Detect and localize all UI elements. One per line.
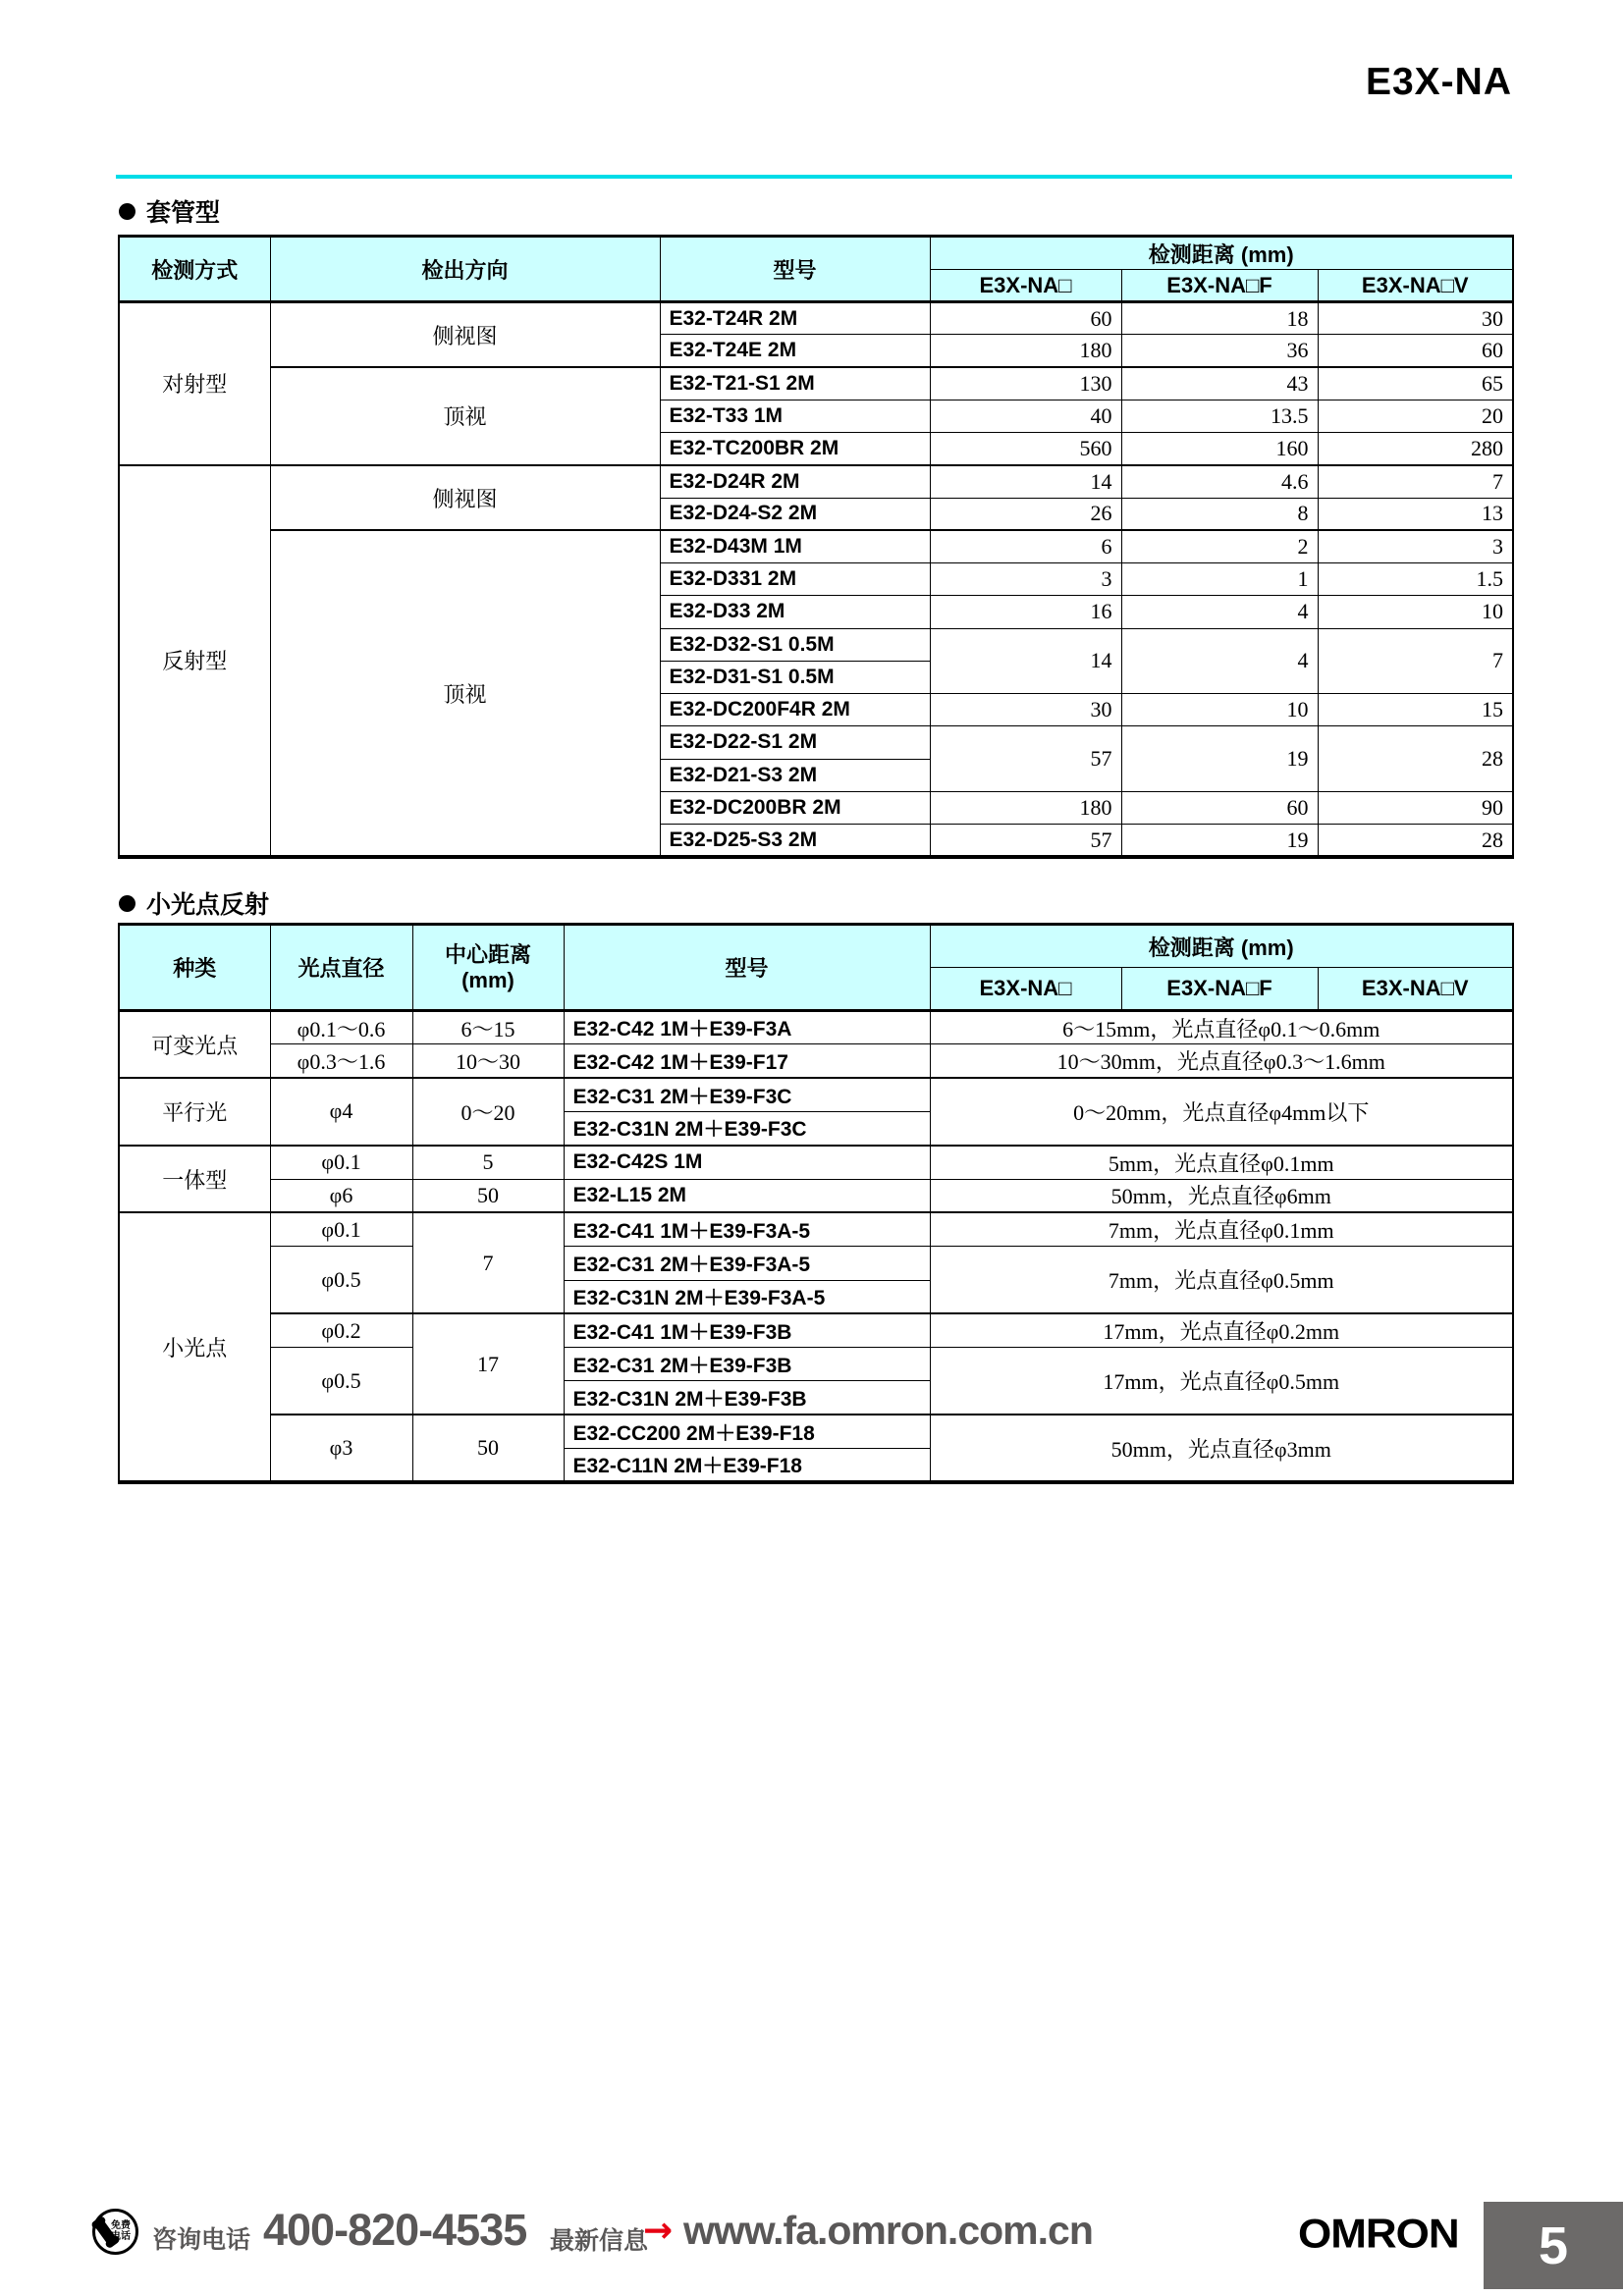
spot-diameter-cell: φ0.5 bbox=[270, 1348, 412, 1415]
kind-group-cell: 小光点 bbox=[119, 1212, 270, 1482]
direction-cell: 顶视 bbox=[270, 367, 660, 465]
table-row bbox=[119, 1146, 1513, 1179]
model-cell: E32-D31-S1 0.5M bbox=[660, 661, 930, 693]
model-cell: E32-C42S 1M bbox=[564, 1146, 930, 1179]
col-header-na: E3X-NA□ bbox=[930, 968, 1121, 1011]
distance-desc-cell: 10～30mm，光点直径φ0.3～1.6mm bbox=[930, 1044, 1513, 1078]
col-header-model: 型号 bbox=[660, 237, 930, 302]
model-cell: E32-C31N 2M＋E39-F3C bbox=[564, 1111, 930, 1145]
col-header-naf: E3X-NA□F bbox=[1121, 968, 1318, 1011]
distance-desc-cell: 7mm，光点直径φ0.1mm bbox=[930, 1212, 1513, 1246]
kind-group-cell: 平行光 bbox=[119, 1078, 270, 1146]
distance-naf-cell: 43 bbox=[1121, 367, 1318, 400]
col-header-kind: 种类 bbox=[119, 925, 270, 1011]
center-distance-cell: 0～20 bbox=[412, 1078, 564, 1146]
spot-diameter-cell: φ0.1 bbox=[270, 1146, 412, 1179]
page-number-box bbox=[1484, 2202, 1623, 2289]
spot-diameter-cell: φ4 bbox=[270, 1078, 412, 1146]
section-heading-sleeve bbox=[119, 193, 220, 229]
model-cell: E32-D22-S1 2M bbox=[660, 726, 930, 759]
distance-naf-cell: 2 bbox=[1121, 530, 1318, 562]
spot-diameter-cell: φ6 bbox=[270, 1179, 412, 1212]
distance-naf-cell: 60 bbox=[1121, 791, 1318, 824]
table-row bbox=[119, 302, 1513, 335]
center-distance-cell: 50 bbox=[412, 1179, 564, 1212]
distance-na-cell: 6 bbox=[930, 530, 1121, 562]
distance-nav-cell: 1.5 bbox=[1318, 563, 1513, 596]
page-title: E3X-NA bbox=[1365, 61, 1512, 103]
model-cell: E32-D24R 2M bbox=[660, 465, 930, 498]
bullet-icon bbox=[119, 895, 135, 912]
table-row bbox=[119, 1415, 1513, 1448]
col-header-model: 型号 bbox=[564, 925, 930, 1011]
arrow-right-icon: → bbox=[643, 2211, 674, 2251]
model-cell: E32-D25-S3 2M bbox=[660, 825, 930, 858]
distance-nav-cell: 30 bbox=[1318, 302, 1513, 335]
distance-na-cell: 560 bbox=[930, 433, 1121, 465]
table-row bbox=[119, 1011, 1513, 1044]
col-header-distance: 检测距离 (mm) bbox=[930, 925, 1513, 968]
distance-nav-cell: 10 bbox=[1318, 596, 1513, 628]
distance-nav-cell: 60 bbox=[1318, 335, 1513, 367]
spot-diameter-cell: φ0.5 bbox=[270, 1247, 412, 1314]
col-header-direction: 检出方向 bbox=[270, 237, 660, 302]
distance-naf-cell: 18 bbox=[1121, 302, 1318, 335]
section-heading-smallspot bbox=[119, 885, 269, 921]
model-cell: E32-TC200BR 2M bbox=[660, 433, 930, 465]
table-row bbox=[119, 367, 1513, 400]
col-header-center-distance bbox=[412, 925, 564, 1011]
distance-na-cell: 57 bbox=[930, 825, 1121, 858]
method-group-cell: 反射型 bbox=[119, 465, 270, 857]
distance-na-cell: 3 bbox=[930, 563, 1121, 596]
model-cell: E32-C41 1M＋E39-F3B bbox=[564, 1313, 930, 1347]
distance-na-cell: 40 bbox=[930, 400, 1121, 432]
direction-cell: 侧视图 bbox=[270, 302, 660, 368]
table-row bbox=[119, 465, 1513, 498]
distance-naf-cell: 4 bbox=[1121, 628, 1318, 694]
website-url: www.fa.omron.com.cn bbox=[683, 2208, 1093, 2253]
distance-nav-cell: 3 bbox=[1318, 530, 1513, 562]
distance-desc-cell: 50mm，光点直径φ3mm bbox=[930, 1415, 1513, 1482]
phone-label: 咨询电话 bbox=[152, 2226, 251, 2254]
model-cell: E32-T21-S1 2M bbox=[660, 367, 930, 400]
distance-na-cell: 14 bbox=[930, 465, 1121, 498]
distance-na-cell: 26 bbox=[930, 498, 1121, 530]
distance-nav-cell: 28 bbox=[1318, 726, 1513, 792]
table-row bbox=[119, 1078, 1513, 1111]
table-row bbox=[119, 1212, 1513, 1246]
distance-naf-cell: 1 bbox=[1121, 563, 1318, 596]
distance-nav-cell: 13 bbox=[1318, 498, 1513, 530]
center-distance-cell: 7 bbox=[412, 1212, 564, 1313]
center-distance-cell: 5 bbox=[412, 1146, 564, 1179]
distance-naf-cell: 13.5 bbox=[1121, 400, 1318, 432]
model-cell: E32-C41 1M＋E39-F3A-5 bbox=[564, 1212, 930, 1246]
model-cell: E32-CC200 2M＋E39-F18 bbox=[564, 1415, 930, 1448]
model-cell: E32-T33 1M bbox=[660, 400, 930, 432]
distance-nav-cell: 65 bbox=[1318, 367, 1513, 400]
model-cell: E32-C31 2M＋E39-F3C bbox=[564, 1078, 930, 1111]
distance-naf-cell: 10 bbox=[1121, 694, 1318, 726]
col-header-method: 检测方式 bbox=[119, 237, 270, 302]
distance-na-cell: 180 bbox=[930, 335, 1121, 367]
table-row bbox=[119, 1044, 1513, 1078]
distance-naf-cell: 4.6 bbox=[1121, 465, 1318, 498]
distance-naf-cell: 8 bbox=[1121, 498, 1318, 530]
distance-naf-cell: 36 bbox=[1121, 335, 1318, 367]
direction-cell: 顶视 bbox=[270, 530, 660, 857]
distance-desc-cell: 7mm，光点直径φ0.5mm bbox=[930, 1247, 1513, 1314]
distance-nav-cell: 7 bbox=[1318, 628, 1513, 694]
model-cell: E32-C31 2M＋E39-F3A-5 bbox=[564, 1247, 930, 1280]
center-distance-cell: 10～30 bbox=[412, 1044, 564, 1078]
distance-desc-cell: 50mm，光点直径φ6mm bbox=[930, 1179, 1513, 1212]
model-cell: E32-C42 1M＋E39-F17 bbox=[564, 1044, 930, 1078]
section-heading-label: 小光点反射 bbox=[146, 891, 270, 919]
distance-na-cell: 57 bbox=[930, 726, 1121, 792]
sleeve-type-table bbox=[118, 235, 1514, 859]
distance-naf-cell: 4 bbox=[1121, 596, 1318, 628]
method-group-cell: 对射型 bbox=[119, 302, 270, 465]
model-cell: E32-D43M 1M bbox=[660, 530, 930, 562]
spot-diameter-cell: φ3 bbox=[270, 1415, 412, 1482]
distance-na-cell: 16 bbox=[930, 596, 1121, 628]
distance-nav-cell: 20 bbox=[1318, 400, 1513, 432]
spot-diameter-cell: φ0.1～0.6 bbox=[270, 1011, 412, 1044]
distance-nav-cell: 15 bbox=[1318, 694, 1513, 726]
col-header-nav: E3X-NA□V bbox=[1318, 270, 1513, 302]
col-header-naf: E3X-NA□F bbox=[1121, 270, 1318, 302]
distance-naf-cell: 160 bbox=[1121, 433, 1318, 465]
model-cell: E32-C11N 2M＋E39-F18 bbox=[564, 1449, 930, 1482]
table-row bbox=[119, 1313, 1513, 1347]
omron-logo: OMRON bbox=[1298, 2211, 1459, 2257]
model-cell: E32-D32-S1 0.5M bbox=[660, 628, 930, 661]
table-row bbox=[119, 1348, 1513, 1381]
distance-nav-cell: 280 bbox=[1318, 433, 1513, 465]
col-header-distance: 检测距离 (mm) bbox=[930, 237, 1513, 270]
spot-diameter-cell: φ0.1 bbox=[270, 1212, 412, 1246]
direction-cell: 侧视图 bbox=[270, 465, 660, 531]
distance-desc-cell: 0～20mm，光点直径φ4mm以下 bbox=[930, 1078, 1513, 1146]
col-header-na: E3X-NA□ bbox=[930, 270, 1121, 302]
distance-na-cell: 30 bbox=[930, 694, 1121, 726]
center-distance-cell: 6～15 bbox=[412, 1011, 564, 1044]
model-cell: E32-C31N 2M＋E39-F3B bbox=[564, 1381, 930, 1415]
free-phone-icon bbox=[92, 2209, 138, 2255]
spot-diameter-cell: φ0.2 bbox=[270, 1313, 412, 1347]
table-row bbox=[119, 530, 1513, 562]
distance-desc-cell: 17mm，光点直径φ0.5mm bbox=[930, 1348, 1513, 1415]
model-cell: E32-C31N 2M＋E39-F3A-5 bbox=[564, 1280, 930, 1313]
spot-diameter-cell: φ0.3～1.6 bbox=[270, 1044, 412, 1078]
bullet-icon bbox=[119, 203, 135, 220]
distance-nav-cell: 28 bbox=[1318, 825, 1513, 858]
distance-nav-cell: 7 bbox=[1318, 465, 1513, 498]
kind-group-cell: 一体型 bbox=[119, 1146, 270, 1213]
model-cell: E32-D21-S3 2M bbox=[660, 759, 930, 791]
distance-desc-cell: 17mm，光点直径φ0.2mm bbox=[930, 1313, 1513, 1347]
col-header-spot-diameter: 光点直径 bbox=[270, 925, 412, 1011]
table-row bbox=[119, 1247, 1513, 1280]
small-spot-table bbox=[118, 923, 1514, 1484]
distance-na-cell: 60 bbox=[930, 302, 1121, 335]
phone-number: 400-820-4535 bbox=[263, 2205, 527, 2255]
col-header-nav: E3X-NA□V bbox=[1318, 968, 1513, 1011]
distance-na-cell: 14 bbox=[930, 628, 1121, 694]
distance-nav-cell: 90 bbox=[1318, 791, 1513, 824]
phone-icon-label: 免费电话 bbox=[111, 2220, 131, 2242]
model-cell: E32-T24R 2M bbox=[660, 302, 930, 335]
distance-desc-cell: 5mm，光点直径φ0.1mm bbox=[930, 1146, 1513, 1179]
model-cell: E32-C31 2M＋E39-F3B bbox=[564, 1348, 930, 1381]
model-cell: E32-DC200F4R 2M bbox=[660, 694, 930, 726]
distance-na-cell: 180 bbox=[930, 791, 1121, 824]
center-distance-line1: 中心距离 bbox=[444, 942, 531, 968]
distance-na-cell: 130 bbox=[930, 367, 1121, 400]
table-row bbox=[119, 1179, 1513, 1212]
model-cell: E32-D24-S2 2M bbox=[660, 498, 930, 530]
distance-naf-cell: 19 bbox=[1121, 825, 1318, 858]
model-cell: E32-C42 1M＋E39-F3A bbox=[564, 1011, 930, 1044]
section-heading-label: 套管型 bbox=[146, 199, 221, 227]
kind-group-cell: 可变光点 bbox=[119, 1011, 270, 1079]
distance-naf-cell: 19 bbox=[1121, 726, 1318, 792]
distance-desc-cell: 6～15mm，光点直径φ0.1～0.6mm bbox=[930, 1011, 1513, 1044]
model-cell: E32-L15 2M bbox=[564, 1179, 930, 1212]
center-distance-line2: (mm) bbox=[461, 967, 514, 992]
latest-info-label: 最新信息 bbox=[550, 2227, 649, 2255]
center-distance-cell: 50 bbox=[412, 1415, 564, 1482]
model-cell: E32-T24E 2M bbox=[660, 335, 930, 367]
cyan-divider-rule bbox=[116, 175, 1512, 179]
model-cell: E32-D33 2M bbox=[660, 596, 930, 628]
center-distance-cell: 17 bbox=[412, 1313, 564, 1415]
model-cell: E32-D331 2M bbox=[660, 563, 930, 596]
page-number: 5 bbox=[1538, 2216, 1569, 2275]
model-cell: E32-DC200BR 2M bbox=[660, 791, 930, 824]
